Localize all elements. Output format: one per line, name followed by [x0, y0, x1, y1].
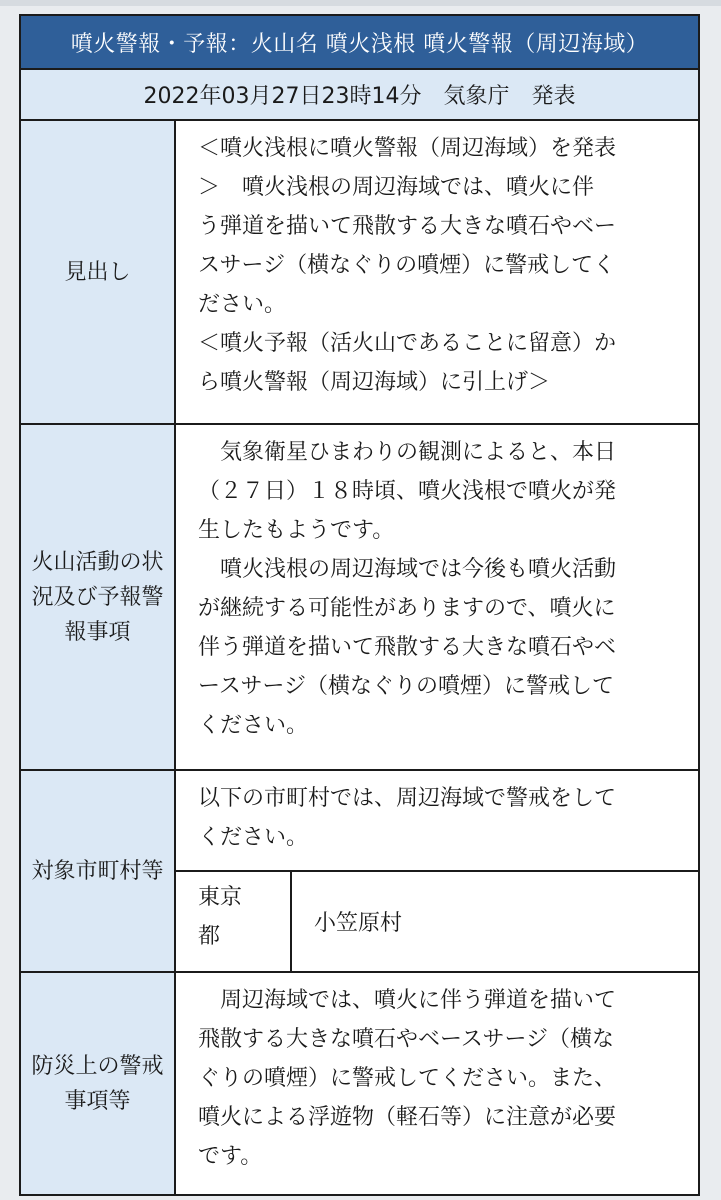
- headline-label: 見出し: [64, 259, 131, 285]
- headline-label-cell: [21, 121, 176, 423]
- municipality-name: 小笠原村: [314, 911, 403, 936]
- targets-text: 以下の市町村では、周辺海域で警戒をして ください。: [198, 786, 617, 850]
- targets-label: 対象市町村等: [31, 858, 164, 884]
- warning-table: [19, 14, 700, 1196]
- activity-text: 気象衛星ひまわりの観測によると、本日 （２７日）１８時頃、噴火浅根で噴火が発 生したもようです。 噴火浅根の周辺海域では今後も噴火活動 が継続する可能性がありますので、噴火に 伴う弾道を描いて飛散する大きな噴石やベ ースサージ（横なぐりの噴煙）に警戒して ください。: [198, 440, 617, 738]
- issued-date: 2022年03月27日23時14分 気象庁 発表: [21, 70, 698, 121]
- targets-label-cell: [21, 771, 176, 971]
- activity-label-cell: [21, 425, 176, 769]
- prevention-label-cell: [21, 973, 176, 1194]
- activity-label: 火山活動の状況及び予報警報事項: [31, 549, 164, 645]
- prevention-label: 防災上の警戒事項等: [31, 1053, 164, 1114]
- headline-text: ＜噴火浅根に噴火警報（周辺海域）を発表 ＞ 噴火浅根の周辺海域では、噴火に伴 う弾道を描いて飛散する大きな噴石やベー スサージ（横なぐりの噴煙）に警戒してく ださい。 ＜噴火予報（活火山であることに留意）か ら噴火警報（周辺海域）に引上げ＞: [198, 136, 617, 395]
- table-title: 噴火警報・予報：火山名 噴火浅根 噴火警報（周辺海域）: [21, 16, 698, 70]
- prefecture-name: 東京 都: [198, 885, 243, 949]
- top-strip: [0, 0, 721, 6]
- prevention-text: 周辺海域では、噴火に伴う弾道を描いて 飛散する大きな噴石やベースサージ（横な ぐりの噴煙）に警戒してください。また、 噴火による浮遊物（軽石等）に注意が必要 です。: [198, 988, 617, 1169]
